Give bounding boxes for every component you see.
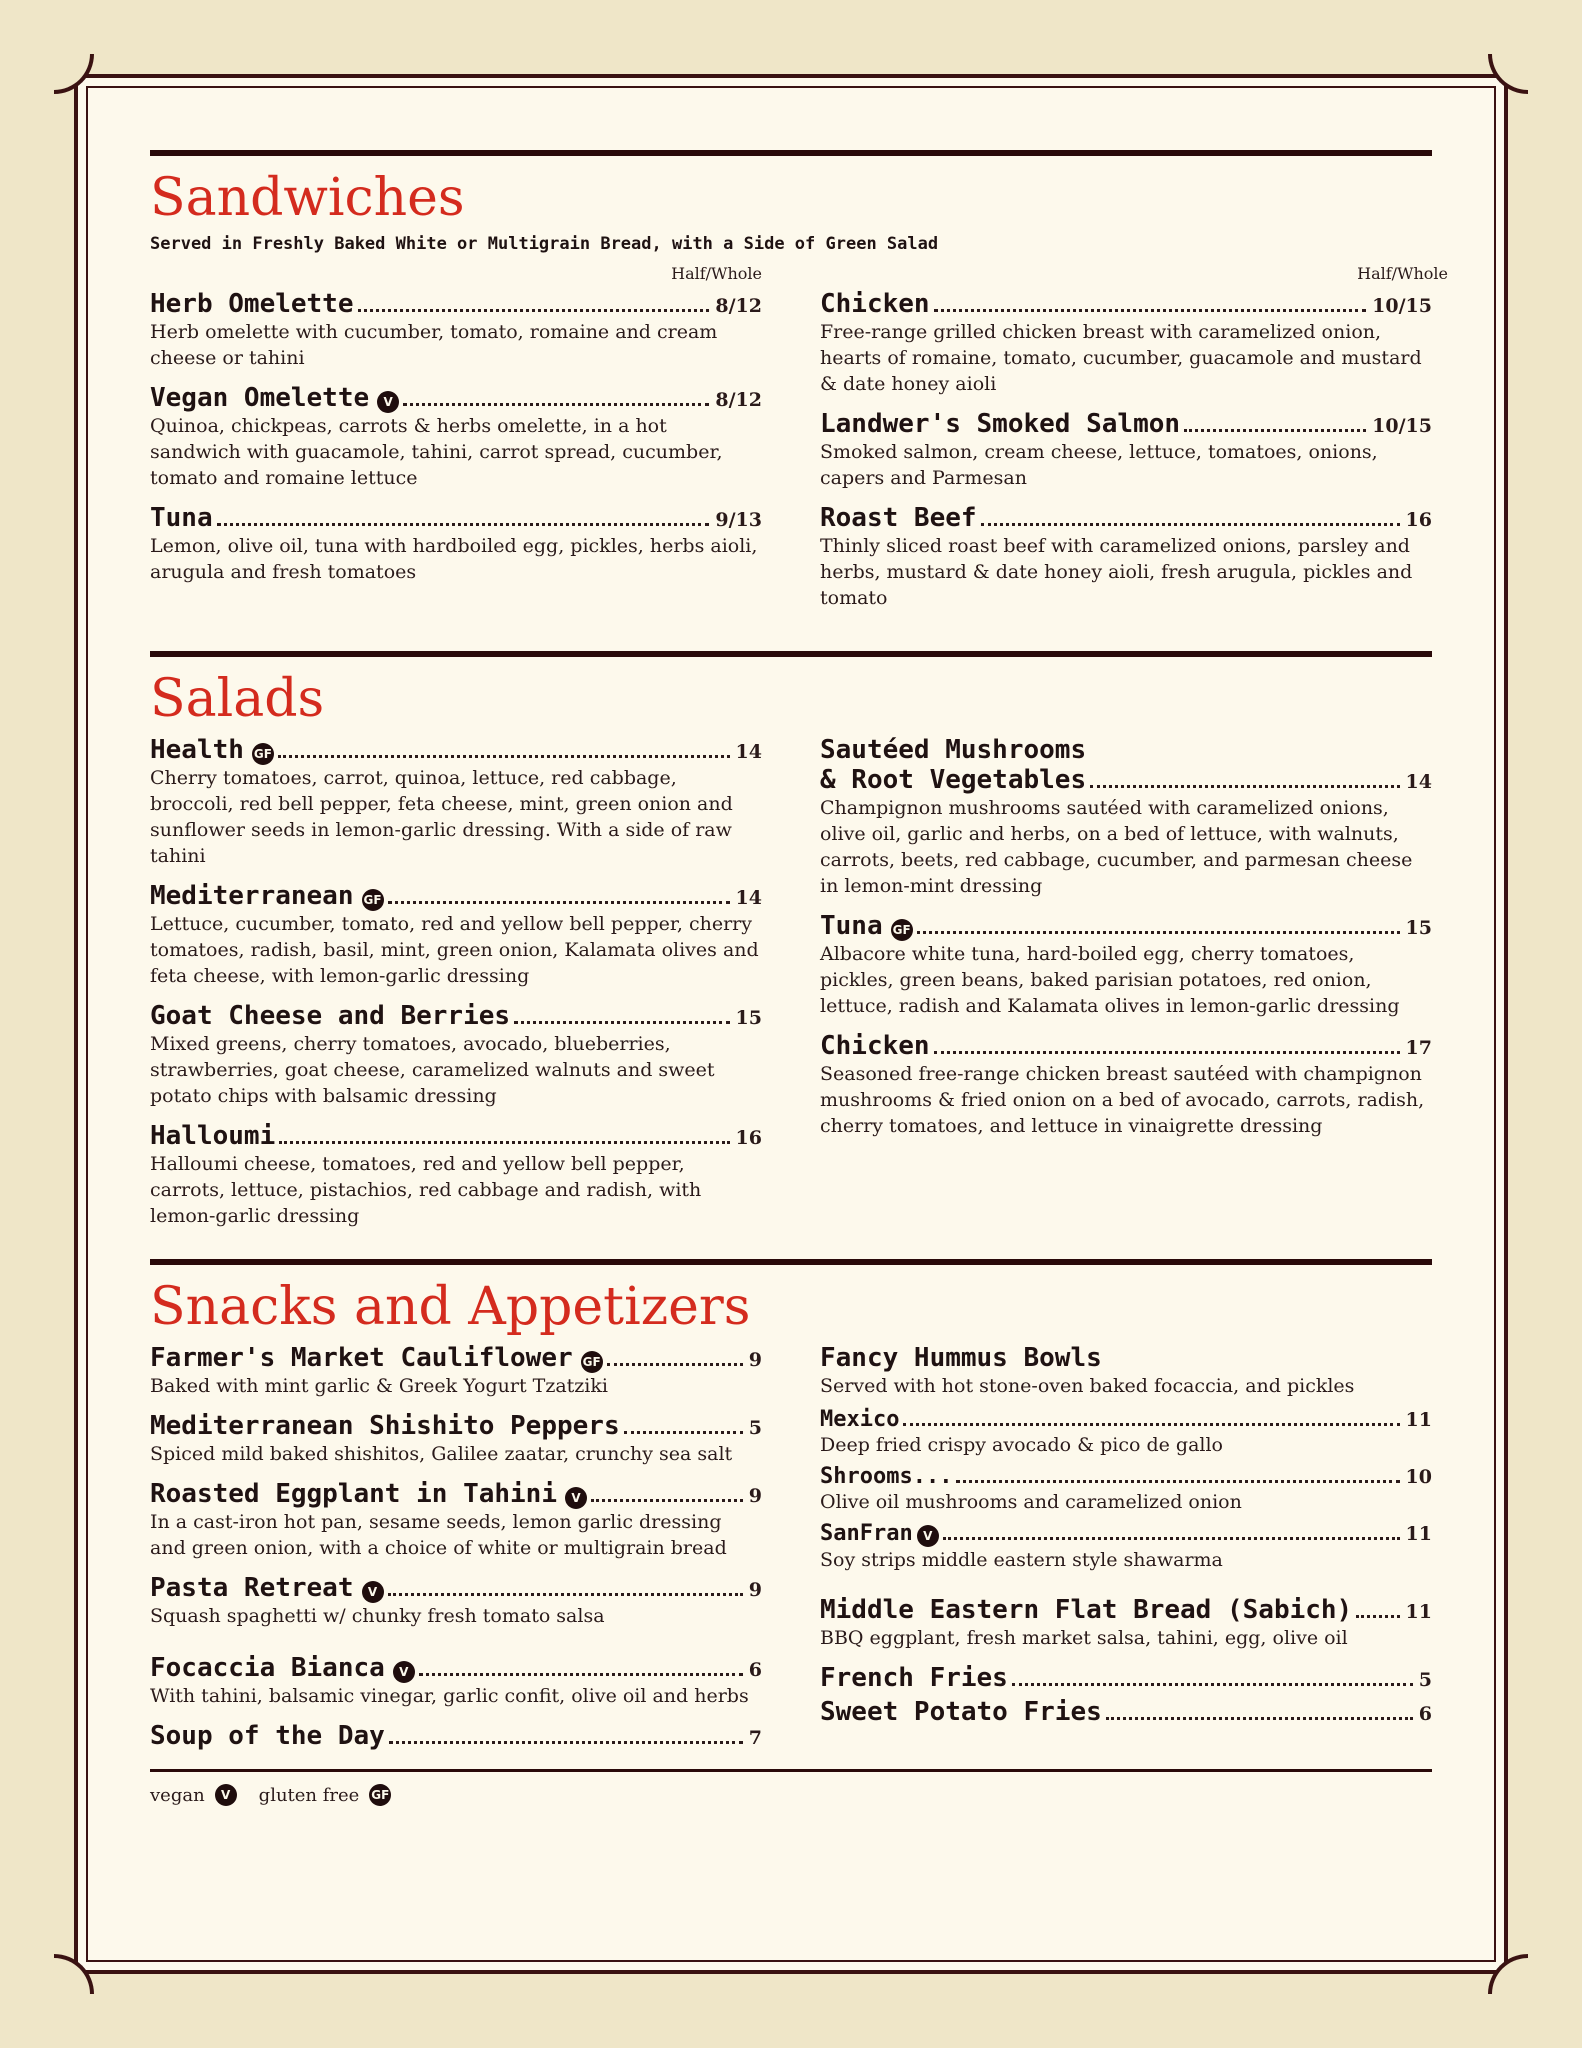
legend-gluten-free-label: gluten free [258, 1784, 360, 1806]
item-price: 6 [1418, 1703, 1432, 1725]
item-description: Seasoned free-range chicken breast sautéed with champignon mushrooms & fried onion on a bed of avocado, carrots, radish, cherry tomatoes, and lettuce in vinaigrette dressing [820, 1063, 1425, 1137]
item-price: 8/12 [715, 295, 762, 317]
item-name: Pasta Retreat [150, 1573, 354, 1603]
salads-columns [150, 735, 1432, 1241]
vegan-icon: V [393, 1661, 415, 1683]
sandwiches-columns [150, 264, 1448, 623]
item-description: With tahini, balsamic vinegar, garlic confit, olive oil and herbs [150, 1685, 749, 1707]
menu-item [820, 503, 1432, 611]
item-name: Shrooms... [820, 1464, 953, 1489]
menu-content [150, 150, 1448, 1806]
item-name: Tuna [150, 503, 213, 533]
item-name: Tuna [820, 911, 883, 941]
item-price: 10 [1405, 1466, 1432, 1488]
item-description: Soy strips middle eastern style shawarma [820, 1549, 1223, 1571]
menu-item [150, 289, 762, 371]
item-description: Served with hot stone-oven baked focaccia, and pickles [820, 1375, 1355, 1397]
menu-item [150, 1121, 762, 1229]
vegan-icon: V [377, 391, 399, 413]
item-name: Roasted Eggplant in Tahini [150, 1479, 557, 1509]
menu-item [820, 911, 1432, 1019]
item-name: Farmer's Market Cauliflower [150, 1343, 573, 1373]
gluten-free-icon: GF [362, 889, 384, 911]
snacks-left [150, 1343, 762, 1763]
item-price: 5 [1418, 1669, 1432, 1691]
item-price: 16 [735, 1127, 762, 1149]
item-name: Soup of the Day [150, 1721, 385, 1751]
menu-item [150, 1343, 762, 1399]
item-price: 10/15 [1372, 295, 1432, 317]
item-description: Quinoa, chickpeas, carrots & herbs omelette, in a hot sandwich with guacamole, tahini, carrot spread, cucumber, tomato and romaine lettuce [150, 415, 723, 489]
legend-vegan-label: vegan [150, 1784, 205, 1806]
item-price: 11 [1405, 1409, 1432, 1431]
menu-item [820, 1697, 1432, 1727]
item-description: Albacore white tuna, hard-boiled egg, cherry tomatoes, pickles, green beans, baked parisian potatoes, red onion, lettuce, radish and Kalamata olives in lemon-garlic dressing [820, 943, 1400, 1017]
item-name: Chicken [820, 289, 930, 319]
item-price: 7 [748, 1727, 762, 1749]
item-price: 14 [735, 741, 762, 763]
item-name: Chicken [820, 1031, 930, 1061]
item-name: Focaccia Bianca [150, 1653, 385, 1683]
salads-left [150, 735, 762, 1241]
item-price: 11 [1405, 1523, 1432, 1545]
gluten-free-icon: GF [252, 743, 274, 765]
salads-right [820, 735, 1432, 1241]
item-price: 11 [1405, 1601, 1432, 1623]
item-name: Health [150, 735, 244, 765]
item-name: Halloumi [150, 1121, 276, 1151]
item-name: Mexico [820, 1407, 900, 1432]
menu-item [820, 1407, 1432, 1458]
item-price: 8/12 [715, 389, 762, 411]
item-name: French Fries [820, 1663, 1008, 1693]
item-description: Free-range grilled chicken breast with caramelized onion, hearts of romaine, tomato, cucumber, guacamole and mustard & date honey aioli [820, 321, 1422, 395]
menu-item [820, 735, 1432, 899]
section-title-snacks: Snacks and Appetizers [150, 1277, 751, 1337]
item-description: Mixed greens, cherry tomatoes, avocado, blueberries, strawberries, goat cheese, caramelized walnuts and sweet potato chips with balsamic dressing [150, 1033, 715, 1107]
item-description: Squash spaghetti w/ chunky fresh tomato salsa [150, 1605, 605, 1627]
item-description: Smoked salmon, cream cheese, lettuce, tomatoes, onions, capers and Parmesan [820, 441, 1378, 489]
footer-divider [150, 1769, 1432, 1772]
item-description: Spiced mild baked shishitos, Galilee zaatar, crunchy sea salt [150, 1443, 733, 1465]
menu-item [150, 881, 762, 989]
menu-item [820, 289, 1432, 397]
menu-item [150, 1479, 762, 1561]
item-description: BBQ eggplant, fresh market salsa, tahini, egg, olive oil [820, 1627, 1348, 1649]
vegan-icon: V [917, 1525, 939, 1547]
legend [150, 1784, 1432, 1806]
item-name: Roast Beef [820, 503, 977, 533]
gluten-free-icon: GF [891, 919, 913, 941]
item-name: & Root Vegetables [820, 765, 1087, 795]
menu-item [150, 503, 762, 585]
menu-item [150, 383, 762, 491]
section-divider [150, 651, 1432, 657]
item-name: Herb Omelette [150, 289, 354, 319]
item-name: Sautéed Mushrooms [820, 735, 1087, 765]
sandwiches-left [150, 264, 762, 623]
menu-item [820, 409, 1432, 491]
item-price: 10/15 [1372, 415, 1432, 437]
section-subtitle: Served in Freshly Baked White or Multigrain Bread, with a Side of Green Salad [150, 234, 939, 254]
item-description: Deep fried crispy avocado & pico de gallo [820, 1434, 1223, 1456]
menu-item [820, 1521, 1432, 1573]
item-price: 5 [748, 1417, 762, 1439]
vegan-icon: V [215, 1784, 237, 1806]
item-name: Goat Cheese and Berries [150, 1001, 511, 1031]
menu-item [150, 1411, 762, 1467]
item-price: 9 [748, 1349, 762, 1371]
menu-item [820, 1663, 1432, 1693]
menu-item [150, 1653, 762, 1709]
section-title-sandwiches: Sandwiches [150, 168, 465, 228]
item-description: Thinly sliced roast beef with caramelized onions, parsley and herbs, mustard & date honey aioli, fresh arugula, pickles and tomato [820, 535, 1413, 609]
menu-item [820, 1031, 1432, 1139]
half-whole-label: Half/Whole [671, 264, 762, 283]
vegan-icon: V [565, 1487, 587, 1509]
item-price: 14 [1405, 771, 1432, 793]
item-price: 17 [1405, 1037, 1432, 1059]
item-name: Vegan Omelette [150, 383, 370, 413]
item-price: 16 [1405, 509, 1432, 531]
snacks-columns [150, 1343, 1432, 1763]
item-description: Herb omelette with cucumber, tomato, romaine and cream cheese or tahini [150, 321, 718, 369]
item-description: Lettuce, cucumber, tomato, red and yellow bell pepper, cherry tomatoes, radish, basil, mint, green onion, Kalamata olives and feta cheese, with lemon-garlic dressing [150, 913, 759, 987]
item-description: Lemon, olive oil, tuna with hardboiled egg, pickles, herbs aioli, arugula and fresh tomatoes [150, 535, 758, 583]
item-price: 9/13 [715, 509, 762, 531]
item-price: 9 [748, 1579, 762, 1601]
sandwiches-right [820, 264, 1448, 623]
section-divider [150, 1259, 1432, 1265]
menu-item [150, 735, 762, 869]
item-price: 14 [735, 887, 762, 909]
snacks-right [820, 1343, 1432, 1763]
item-name: Fancy Hummus Bowls [820, 1343, 1102, 1373]
menu-item [820, 1464, 1432, 1515]
gluten-free-icon: GF [581, 1351, 603, 1373]
item-description: Champignon mushrooms sautéed with caramelized onions, olive oil, garlic and herbs, on a bed of lettuce, with walnuts, carrots, beets, red cabbage, cucumber, and parmesan cheese in lemon-mint dressing [820, 797, 1413, 897]
item-name: Landwer's Smoked Salmon [820, 409, 1181, 439]
item-description: In a cast-iron hot pan, sesame seeds, lemon garlic dressing and green onion, with a choice of white or multigrain bread [150, 1511, 727, 1559]
item-description: Baked with mint garlic & Greek Yogurt Tzatziki [150, 1375, 608, 1397]
menu-item [150, 1721, 762, 1751]
section-divider [150, 150, 1432, 156]
item-description: Cherry tomatoes, carrot, quinoa, lettuce, red cabbage, broccoli, red bell pepper, feta cheese, mint, green onion and sunflower seeds in lemon-garlic dressing. With a side of raw tahini [150, 767, 733, 867]
item-name: Sweet Potato Fries [820, 1697, 1102, 1727]
menu-item [150, 1001, 762, 1109]
half-whole-label: Half/Whole [1357, 264, 1448, 283]
item-price: 6 [748, 1659, 762, 1681]
item-name: SanFran [820, 1521, 913, 1546]
item-description: Olive oil mushrooms and caramelized onion [820, 1491, 1242, 1513]
vegan-icon: V [362, 1581, 384, 1603]
item-name: Mediterranean Shishito Peppers [150, 1411, 620, 1441]
item-price: 9 [748, 1485, 762, 1507]
item-name: Mediterranean [150, 881, 354, 911]
menu-item [150, 1573, 762, 1629]
gluten-free-icon: GF [369, 1784, 391, 1806]
menu-item [820, 1595, 1432, 1651]
item-name: Middle Eastern Flat Bread (Sabich) [820, 1595, 1353, 1625]
item-price: 15 [735, 1007, 762, 1029]
item-price: 15 [1405, 917, 1432, 939]
section-title-salads: Salads [150, 669, 325, 729]
item-description: Halloumi cheese, tomatoes, red and yellow bell pepper, carrots, lettuce, pistachios, red cabbage and radish, with lemon-garlic dressing [150, 1153, 702, 1227]
menu-item [820, 1343, 1432, 1399]
